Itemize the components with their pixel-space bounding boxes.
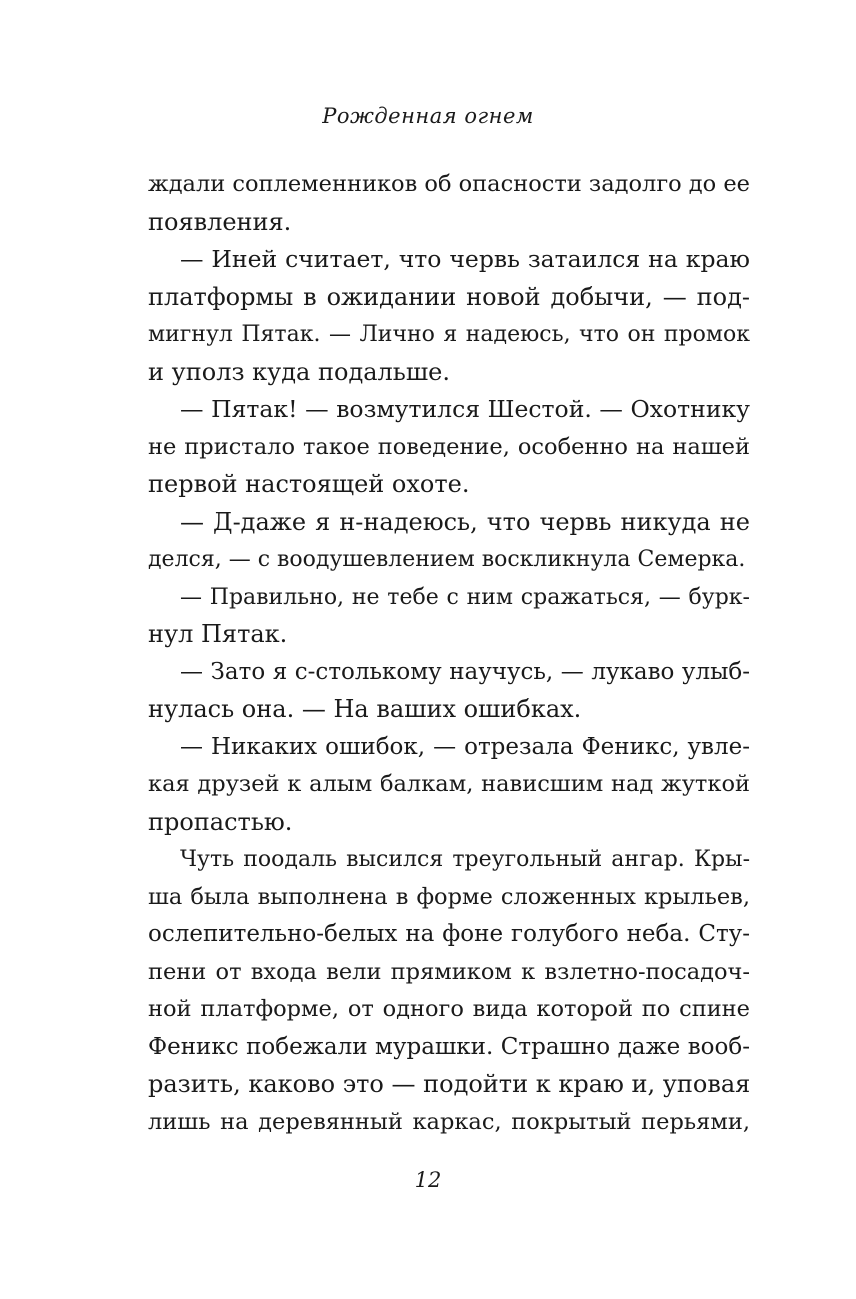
body-text bbox=[148, 166, 750, 1141]
text-line: лишь на деревянный каркас, покрытый перьями, bbox=[148, 1108, 750, 1135]
text-line: первой настоящей охоте. bbox=[148, 470, 470, 498]
paragraph bbox=[148, 729, 750, 842]
paragraph bbox=[148, 504, 750, 579]
text-line: платформы в ожидании новой добычи, — под- bbox=[148, 282, 750, 311]
page-number: 12 bbox=[414, 1168, 442, 1192]
text-line: ждали соплеменников об опасности задолго до ее bbox=[148, 171, 750, 197]
text-line: — Пятак! — возмутился Шестой. — Охотнику bbox=[180, 395, 750, 423]
text-line: — Правильно, не тебе с ним сражаться, — бурк- bbox=[180, 584, 750, 610]
paragraph bbox=[148, 841, 750, 1141]
running-head-title: Рожденная огнем bbox=[322, 104, 534, 128]
text-line: пени от входа вели прямиком к взлетно-посадоч- bbox=[148, 958, 750, 985]
text-line: пропастью. bbox=[148, 807, 293, 836]
text-line: ша была выполнена в форме сложенных крыльев, bbox=[148, 883, 750, 910]
text-line: — Иней считает, что червь затаился на краю bbox=[180, 245, 750, 273]
paragraph bbox=[148, 391, 750, 504]
text-line: — Д-даже я н-надеюсь, что червь никуда не bbox=[180, 507, 750, 536]
paragraph bbox=[148, 166, 750, 241]
text-line: — Никаких ошибок, — отрезала Феникс, увле- bbox=[180, 733, 750, 760]
text-line: нул Пятак. bbox=[148, 620, 288, 648]
text-line: ослепительно-белых на фоне голубого неба. Сту- bbox=[148, 921, 750, 947]
text-line: — Зато я с-столькому научусь, — лукаво улыб- bbox=[180, 658, 750, 685]
text-line: нулась она. — На ваших ошибках. bbox=[148, 695, 582, 723]
text-line: кая друзей к алым балкам, нависшим над жуткой bbox=[148, 771, 750, 797]
text-line: появления. bbox=[148, 207, 292, 236]
text-line: Феникс побежали мурашки. Страшно даже вооб- bbox=[148, 1033, 750, 1060]
text-line: мигнул Пятак. — Лично я надеюсь, что он промок bbox=[148, 322, 750, 347]
paragraph bbox=[148, 579, 750, 654]
text-line: ной платформе, от одного вида которой по спине bbox=[148, 996, 750, 1022]
text-line: разить, каково это — подойти к краю и, уповая bbox=[148, 1070, 751, 1098]
text-line: не пристало такое поведение, особенно на нашей bbox=[148, 433, 750, 460]
paragraph bbox=[148, 654, 750, 729]
text-line: делся, — с воодушевлением воскликнула Семерка. bbox=[148, 547, 746, 572]
text-line: и уполз куда подальше. bbox=[148, 357, 450, 386]
paragraph bbox=[148, 241, 750, 391]
text-line: Чуть поодаль высился треугольный ангар. Кры- bbox=[180, 847, 750, 872]
